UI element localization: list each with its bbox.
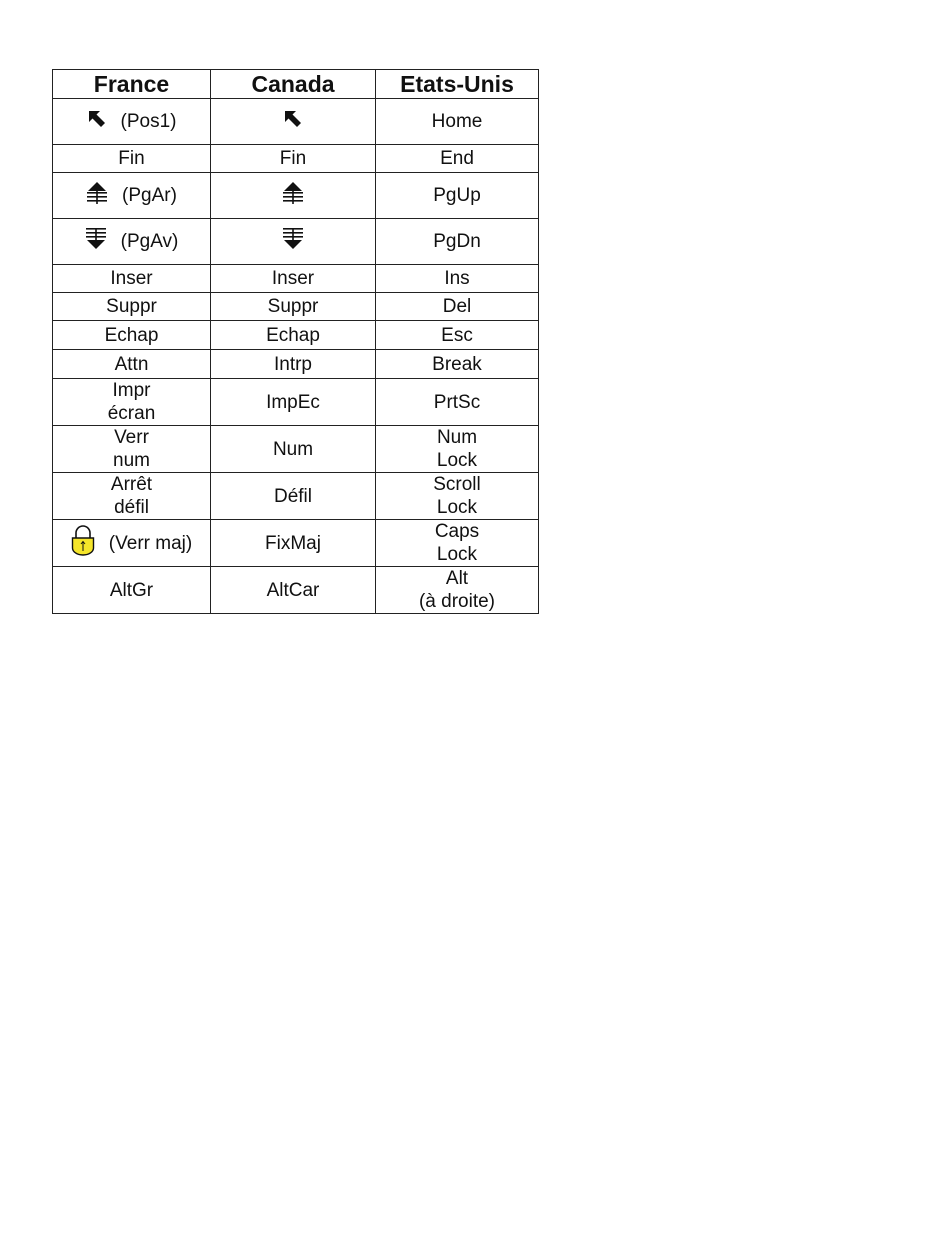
home-arrow-icon xyxy=(283,109,303,135)
us-line: Num xyxy=(436,427,478,448)
canada-label: Intrp xyxy=(273,353,313,375)
home-arrow-icon xyxy=(87,109,107,135)
us-line: Caps xyxy=(434,521,480,542)
us-label: Del xyxy=(442,296,472,317)
us-label: Esc xyxy=(441,324,473,346)
canada-cell xyxy=(211,99,376,145)
france-cell xyxy=(53,173,211,219)
table-row-pgup xyxy=(53,173,539,219)
us-label: Home xyxy=(431,111,483,132)
canada-cell xyxy=(211,173,376,219)
table-row-break xyxy=(53,350,539,379)
us-cell xyxy=(376,520,539,567)
table-row-scrolllock xyxy=(53,473,539,520)
table-row-numlock xyxy=(53,426,539,473)
canada-label: Echap xyxy=(266,324,320,346)
france-line: Verr xyxy=(114,427,149,448)
us-line: Lock xyxy=(436,497,478,518)
us-cell xyxy=(376,321,539,350)
us-line: Alt xyxy=(445,568,469,589)
france-label: (Verr maj) xyxy=(108,532,193,554)
france-line: Impr xyxy=(112,380,151,401)
header-row xyxy=(53,70,539,99)
canada-cell xyxy=(211,321,376,350)
page-down-icon xyxy=(282,227,304,257)
table-row-altgr xyxy=(53,567,539,614)
us-line: Scroll xyxy=(433,474,481,495)
france-label: Suppr xyxy=(106,296,157,317)
france-cell xyxy=(53,99,211,145)
page-down-icon xyxy=(85,227,107,257)
us-label: End xyxy=(440,148,474,169)
us-cell xyxy=(376,145,539,173)
canada-label: Num xyxy=(272,438,314,460)
table-row-ins xyxy=(53,265,539,293)
france-cell xyxy=(53,321,211,350)
table-row-capslock xyxy=(53,520,539,567)
canada-cell xyxy=(211,379,376,426)
us-cell xyxy=(376,379,539,426)
us-label: PgDn xyxy=(433,231,481,252)
canada-label: FixMaj xyxy=(265,532,321,554)
france-line: num xyxy=(113,450,150,471)
france-cell xyxy=(53,473,211,520)
us-line: (à droite) xyxy=(418,591,496,612)
table-row-end xyxy=(53,145,539,173)
france-label: (Pos1) xyxy=(120,111,177,132)
france-label: Attn xyxy=(114,353,149,375)
us-line: Lock xyxy=(436,450,478,471)
header-us: Etats-Unis xyxy=(376,70,539,99)
canada-cell xyxy=(211,350,376,379)
canada-label: Suppr xyxy=(267,296,319,317)
table-row-pgdn xyxy=(53,219,539,265)
france-cell xyxy=(53,567,211,614)
canada-label: Fin xyxy=(279,148,307,169)
france-cell xyxy=(53,293,211,321)
key-equivalence-table xyxy=(52,69,539,614)
france-cell xyxy=(53,520,211,567)
france-cell xyxy=(53,265,211,293)
france-line: Arrêt xyxy=(110,474,153,495)
france-line: défil xyxy=(114,497,149,518)
france-label: (PgAv) xyxy=(120,231,179,252)
france-cell xyxy=(53,350,211,379)
france-cell xyxy=(53,145,211,173)
france-label: Echap xyxy=(104,324,159,346)
us-label: Ins xyxy=(444,268,470,289)
canada-label: Défil xyxy=(273,485,312,507)
table-row-home xyxy=(53,99,539,145)
header-canada: Canada xyxy=(211,70,376,99)
france-cell xyxy=(53,426,211,473)
canada-cell xyxy=(211,145,376,173)
france-label: AltGr xyxy=(109,579,154,601)
canada-label: ImpEc xyxy=(266,391,320,413)
us-cell xyxy=(376,567,539,614)
us-cell xyxy=(376,173,539,219)
france-cell xyxy=(53,219,211,265)
table-row-del xyxy=(53,293,539,321)
table-row-esc xyxy=(53,321,539,350)
us-cell xyxy=(376,293,539,321)
canada-cell xyxy=(211,567,376,614)
us-cell xyxy=(376,265,539,293)
canada-cell xyxy=(211,473,376,520)
canada-cell xyxy=(211,426,376,473)
canada-cell xyxy=(211,265,376,293)
page-up-icon xyxy=(86,181,108,211)
us-cell xyxy=(376,99,539,145)
table-row-prtsc xyxy=(53,379,539,426)
canada-label: AltCar xyxy=(266,579,320,601)
canada-cell xyxy=(211,219,376,265)
canada-cell xyxy=(211,293,376,321)
france-label: Inser xyxy=(110,268,153,289)
us-label: Break xyxy=(432,353,482,375)
canada-cell xyxy=(211,520,376,567)
page-up-icon xyxy=(282,181,304,211)
us-line: Lock xyxy=(436,544,478,565)
us-label: PrtSc xyxy=(433,391,481,413)
us-cell xyxy=(376,473,539,520)
france-cell xyxy=(53,379,211,426)
us-label: PgUp xyxy=(433,185,481,206)
padlock-icon xyxy=(71,524,95,562)
france-label: (PgAr) xyxy=(122,185,177,206)
us-cell xyxy=(376,219,539,265)
france-line: écran xyxy=(107,403,156,424)
header-france: France xyxy=(53,70,211,99)
us-cell xyxy=(376,426,539,473)
us-cell xyxy=(376,350,539,379)
france-label: Fin xyxy=(118,148,145,169)
canada-label: Inser xyxy=(271,268,315,289)
